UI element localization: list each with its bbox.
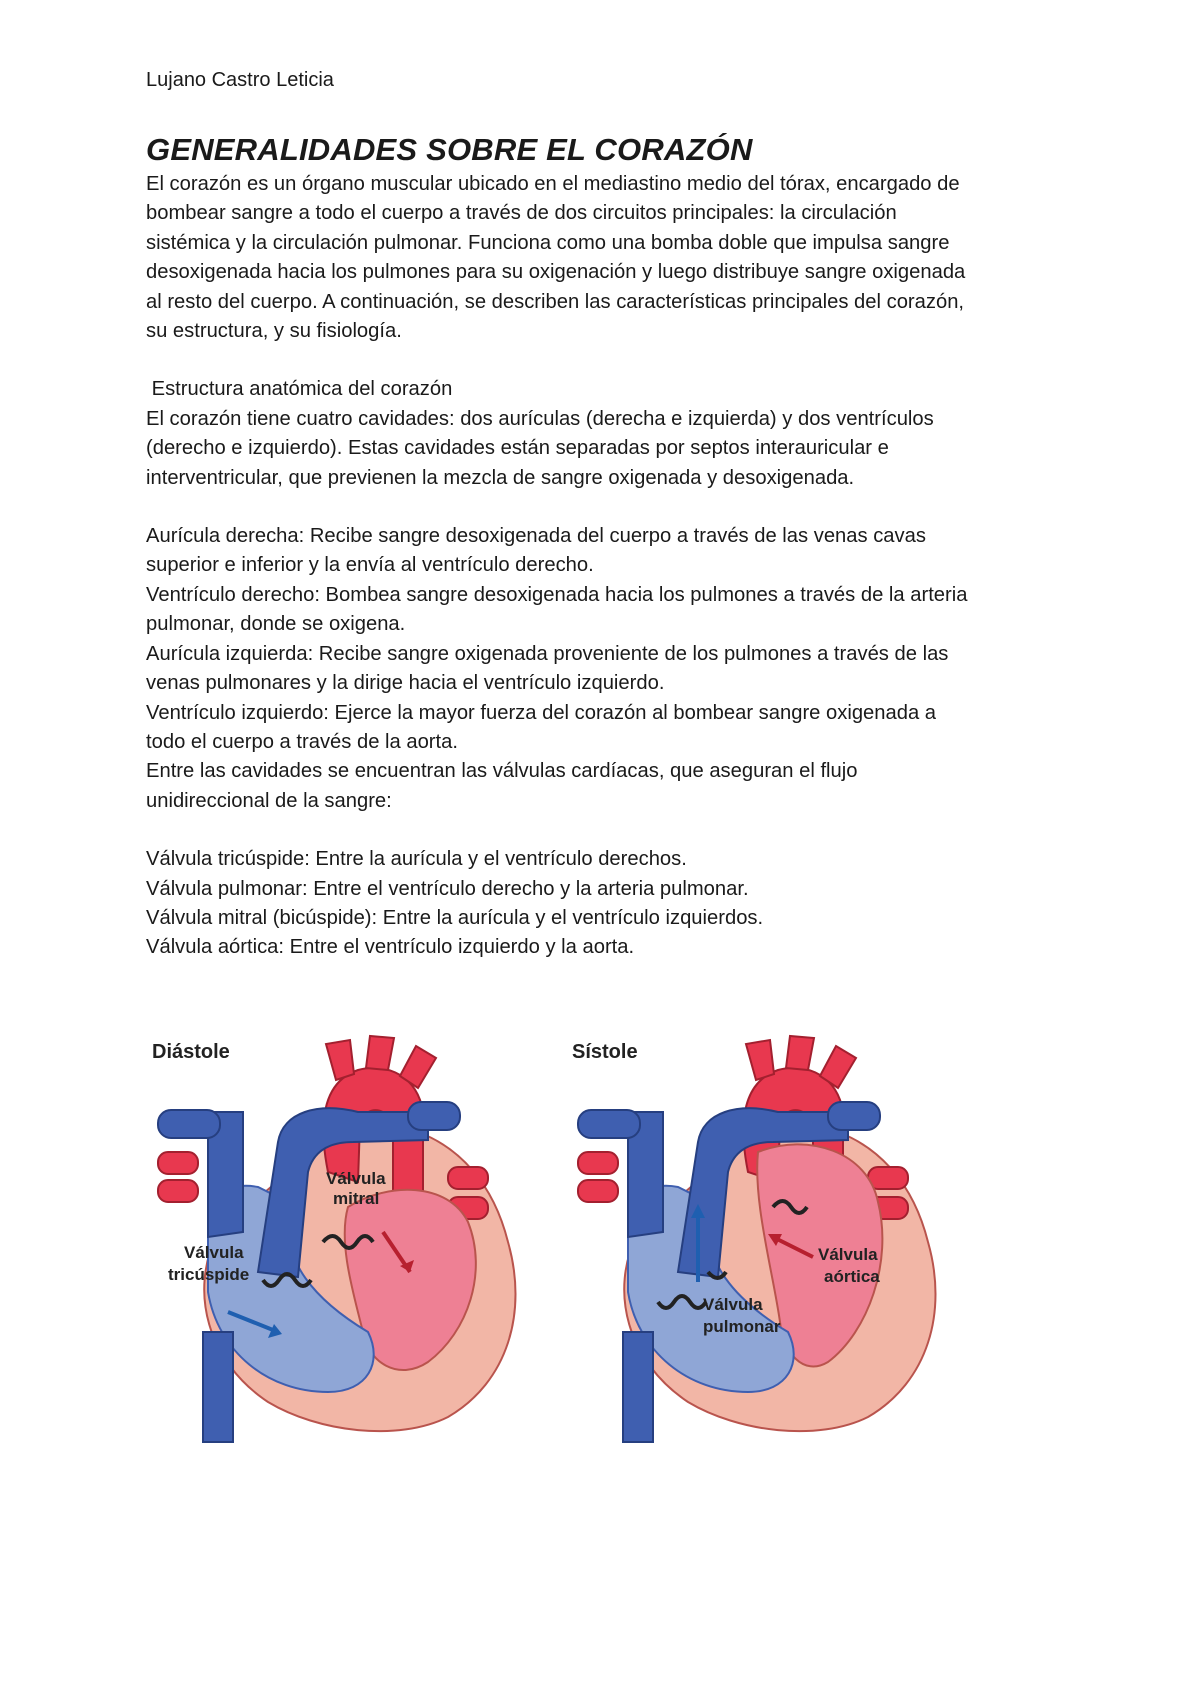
pulmonary-vein	[448, 1167, 488, 1189]
aortic-branch	[786, 1036, 814, 1070]
mitral-valve-label-line2: mitral	[333, 1189, 380, 1208]
text-line: interventricular, que previenen la mezcla de sangre oxigenada y desoxigenada.	[146, 466, 855, 489]
chambers-list	[146, 522, 1066, 816]
aortic-valve-label-line2: aórtica	[824, 1267, 880, 1286]
tricuspid-valve-label-line2: tricúspide	[168, 1265, 250, 1284]
pulmonary-vein	[578, 1180, 618, 1202]
text-line: El corazón tiene cuatro cavidades: dos aurículas (derecha e izquierda) y dos ventrículos	[146, 407, 934, 430]
text-line: unidireccional de la sangre:	[146, 789, 392, 812]
pulmonary-vein	[158, 1152, 198, 1174]
pulmonary-vein	[868, 1167, 908, 1189]
pulmonary-valve-label-line1: Válvula	[703, 1295, 763, 1314]
text-line: Aurícula izquierda: Recibe sangre oxigenada proveniente de los pulmones a través de las	[146, 642, 949, 665]
spacer	[146, 816, 1066, 845]
aortic-branch	[366, 1036, 394, 1070]
mitral-valve-label-line1: Válvula	[326, 1169, 386, 1188]
text-line: al resto del cuerpo. A continuación, se describen las características principales del corazón,	[146, 290, 965, 313]
text-line: Válvula tricúspide: Entre la aurícula y el ventrículo derechos.	[146, 848, 687, 871]
text-line: Ventrículo derecho: Bombea sangre desoxigenada hacia los pulmones a través de la arteria	[146, 583, 968, 606]
pulmonary-artery-branch	[578, 1110, 640, 1138]
text-line: Entre las cavidades se encuentran las válvulas cardíacas, que aseguran el flujo	[146, 760, 858, 783]
text-line: Válvula pulmonar: Entre el ventrículo derecho y la arteria pulmonar.	[146, 877, 749, 900]
text-line: pulmonar, donde se oxigena.	[146, 613, 406, 636]
pulmonary-artery-branch	[158, 1110, 220, 1138]
diastole-title: Diástole	[152, 1041, 230, 1063]
systole-title: Sístole	[572, 1041, 638, 1063]
section-heading: Estructura anatómica del corazón	[146, 378, 453, 401]
text-line: Aurícula derecha: Recibe sangre desoxigenada del cuerpo a través de las venas cavas	[146, 525, 926, 548]
pulmonary-artery-branch	[828, 1102, 880, 1130]
pulmonary-vein	[158, 1180, 198, 1202]
spacer	[146, 493, 1066, 522]
valves-list	[146, 845, 1066, 963]
text-line: El corazón es un órgano muscular ubicado en el mediastino medio del tórax, encargado de	[146, 173, 960, 195]
text-line: superior e inferior y la envía al ventrículo derecho.	[146, 554, 594, 577]
text-line: desoxigenada hacia los pulmones para su oxigenación y luego distribuye sangre oxigenada	[146, 261, 966, 284]
tricuspid-valve-label-line1: Válvula	[184, 1243, 244, 1262]
vena-cava	[203, 1332, 233, 1442]
page-title: GENERALIDADES SOBRE EL CORAZÓN	[146, 132, 753, 167]
intro-paragraph	[146, 170, 1066, 346]
diastole-heart-illustration	[148, 1032, 548, 1452]
aortic-branch	[326, 1040, 354, 1080]
text-line: venas pulmonares y la dirige hacia el ventrículo izquierdo.	[146, 672, 665, 695]
text-line: su estructura, y su fisiología.	[146, 320, 402, 343]
heart-diagrams-figure	[148, 1032, 968, 1452]
diastole-diagram	[148, 1032, 548, 1452]
systole-diagram	[568, 1032, 968, 1452]
text-line: Válvula aórtica: Entre el ventrículo izquierdo y la aorta.	[146, 936, 635, 959]
document-page	[146, 66, 1066, 963]
text-line: (derecho e izquierdo). Estas cavidades están separadas por septos interauricular e	[146, 437, 889, 460]
author-name: Lujano Castro Leticia	[146, 69, 334, 91]
pulmonary-valve-label-line2: pulmonar	[703, 1317, 781, 1336]
text-line: sistémica y la circulación pulmonar. Funciona como una bomba doble que impulsa sangre	[146, 231, 950, 254]
pulmonary-vein	[578, 1152, 618, 1174]
spacer	[146, 346, 1066, 375]
section-body	[146, 405, 1066, 493]
text-line: bombear sangre a todo el cuerpo a través de dos circuitos principales: la circulación	[146, 202, 897, 225]
pulmonary-artery-branch	[408, 1102, 460, 1130]
aortic-branch	[746, 1040, 774, 1080]
text-line: todo el cuerpo a través de la aorta.	[146, 730, 458, 753]
aortic-valve-label-line1: Válvula	[818, 1245, 878, 1264]
text-line: Ventrículo izquierdo: Ejerce la mayor fuerza del corazón al bombear sangre oxigenada a	[146, 701, 937, 724]
text-line: Válvula mitral (bicúspide): Entre la aurícula y el ventrículo izquierdos.	[146, 906, 764, 929]
systole-heart-illustration	[568, 1032, 968, 1452]
vena-cava	[623, 1332, 653, 1442]
